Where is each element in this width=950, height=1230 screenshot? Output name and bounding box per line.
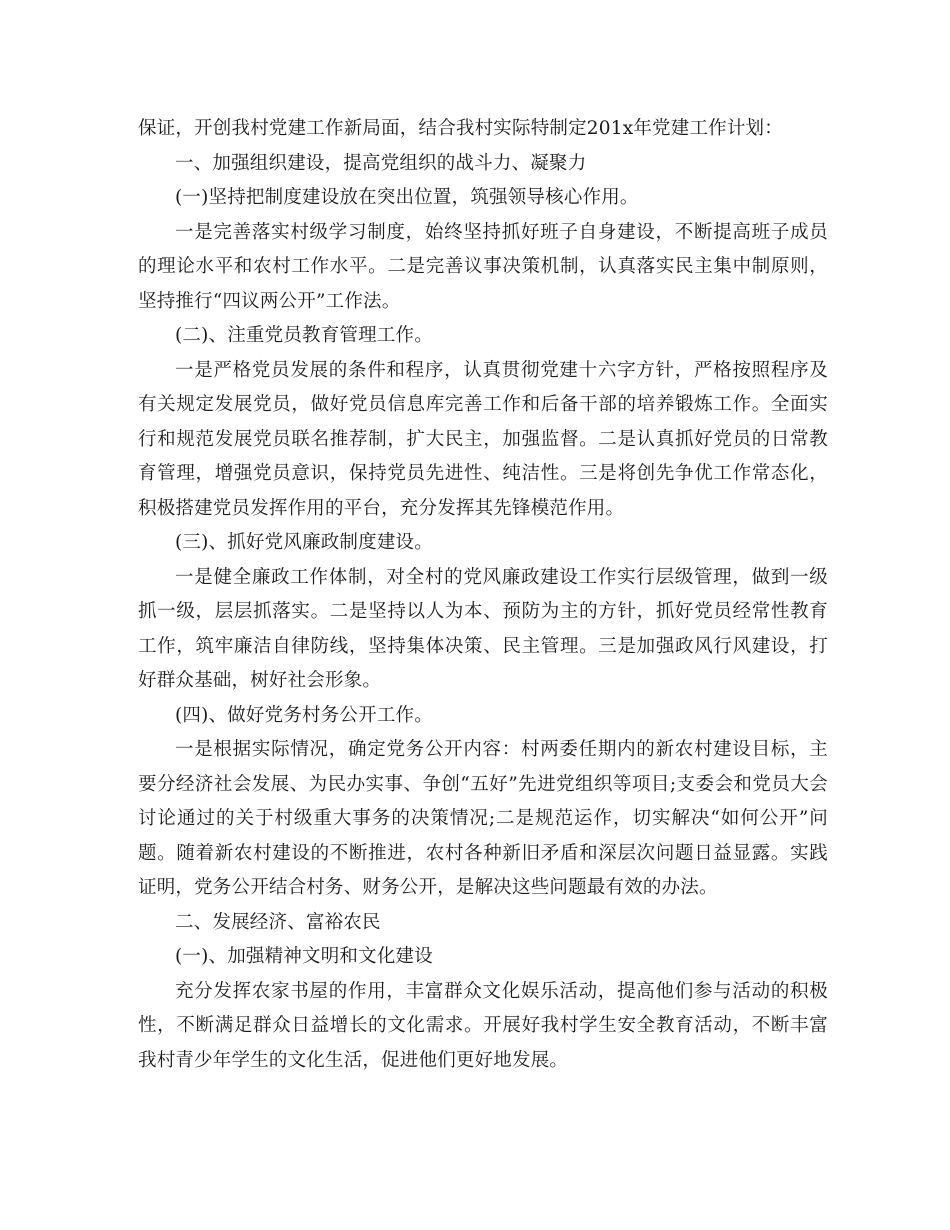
subsection-heading-2-1: (一)、加强精神文明和文化建设 — [175, 946, 433, 967]
subsection-heading-1-2: (二)、注重党员教育管理工作。 — [175, 325, 433, 346]
document-body — [138, 112, 828, 1078]
subsection-heading-1-4: (四)、做好党务村务公开工作。 — [175, 704, 433, 726]
section-heading-2: 二、发展经济、富裕农民 — [175, 911, 381, 933]
paragraph-body: 充分发挥农家书屋的作用，丰富群众文化娱乐活动，提高他们参与活动的积极性，不断满足群众日益增长的文化需求。开展好我村学生安全教育活动，不断丰富我村青少年学生的文化生活，促进他们更好地发展。 — [138, 980, 828, 1071]
paragraph-intro: 保证，开创我村党建工作新局面，结合我村实际特制定201x年党建工作计划： — [138, 118, 783, 139]
paragraph-body: 一是完善落实村级学习制度，始终坚持抓好班子自身建设，不断提高班子成员的理论水平和农村工作水平。二是完善议事决策机制，认真落实民主集中制原则，坚持推行“四议两公开”工作法。 — [138, 221, 828, 312]
subsection-heading-1-1: (一)坚持把制度建设放在突出位置，筑强领导核心作用。 — [175, 187, 639, 208]
paragraph-body: 一是严格党员发展的条件和程序，认真贯彻党建十六字方针，严格按照程序及有关规定发展党员，做好党员信息库完善工作和后备干部的培养锻炼工作。全面实行和规范发展党员联名推荐制，扩大民主，加强监督。二是认真抓好党员的日常教育管理，增强党员意识，保持党员先进性、纯洁性。三是将创先争优工作常态化，积极搭建党员发挥作用的平台，充分发挥其先锋模范作用。 — [138, 359, 828, 519]
paragraph-body: 一是根据实际情况，确定党务公开内容：村两委任期内的新农村建设目标，主要分经济社会发展、为民办实事、争创“五好”先进党组织等项目;支委会和党员大会讨论通过的关于村级重大事务的决策情况;二是规范运作，切实解决“如何公开”问题。随着新农村建设的不断推进，农村各种新旧矛盾和深层次问题日益显露。实践证明，党务公开结合村务、财务公开，是解决这些问题最有效的办法。 — [138, 739, 828, 898]
section-heading-1: 一、加强组织建设，提高党组织的战斗力、凝聚力 — [175, 152, 587, 174]
paragraph-body: 一是健全廉政工作体制，对全村的党风廉政建设工作实行层级管理，做到一级抓一级，层层抓落实。二是坚持以人为本、预防为主的方针，抓好党员经常性教育工作，筑牢廉洁自律防线，坚持集体决策、民主管理。三是加强政风行风建设，打好群众基础，树好社会形象。 — [138, 566, 828, 691]
subsection-heading-1-3: (三)、抓好党风廉政制度建设。 — [175, 532, 433, 553]
